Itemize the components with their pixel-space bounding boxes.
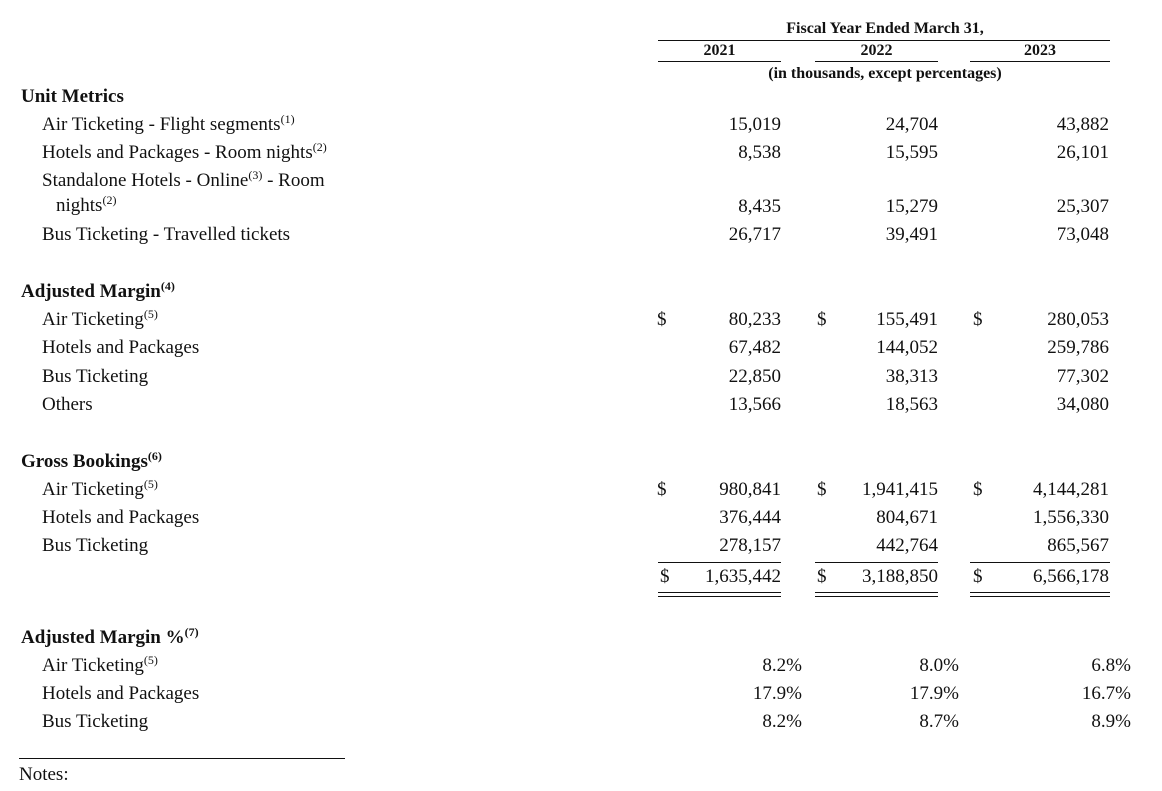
year-2023: 2023 [1024,42,1056,59]
year-2022: 2022 [860,42,893,59]
row-label: Bus Ticketing [42,711,149,732]
value: 34,080 [1056,394,1109,415]
row-label: Hotels and Packages [42,507,200,528]
pct-value: 6.8% [1091,655,1131,676]
total-value: 3,188,850 [862,566,938,587]
value: 22,850 [728,366,781,387]
value: 865,567 [1047,535,1109,556]
total-value: 6,566,178 [1033,566,1109,587]
row-label: Air Ticketing$^{(5)}$ [42,653,158,676]
total-double-rule-2021 [658,592,781,597]
value: 43,882 [1056,114,1109,135]
row-label: Hotels and Packages [42,337,200,358]
value: 26,717 [728,224,781,245]
value: 73,048 [1056,224,1109,245]
value: 26,101 [1056,142,1109,163]
total-value: 1,635,442 [705,566,781,587]
currency-sign: $ [817,566,827,587]
value: 4,144,281 [1033,479,1109,500]
value: 24,704 [885,114,938,135]
value: 13,566 [728,394,781,415]
row-label: Air Ticketing - Flight segments$^{(1)}$ [42,112,295,135]
year-rule-2022 [815,61,938,62]
total-double-rule-2023 [970,592,1110,597]
value: 67,482 [728,337,781,358]
pct-value: 8.0% [919,655,959,676]
pct-value: 8.7% [919,711,959,732]
row-label: Bus Ticketing - Travelled tickets [42,224,291,245]
value: 8,435 [738,196,781,217]
header-rule [658,40,1110,41]
value: 144,052 [876,337,938,358]
currency-sign: $ [973,479,983,500]
currency-sign: $ [973,309,983,330]
value: 8,538 [738,142,781,163]
total-double-rule-2022 [815,592,938,597]
row-label: Air Ticketing$^{(5)}$ [42,307,158,330]
row-label: Hotels and Packages - Room nights$^{(2)}$ [42,140,327,163]
fiscal-year-header: Fiscal Year Ended March 31, [786,20,984,37]
value: 15,019 [728,114,781,135]
pct-value: 16.7% [1081,683,1131,704]
row-label: Others [42,394,93,415]
row-label: Bus Ticketing [42,366,149,387]
value: 25,307 [1056,196,1109,217]
subtotal-rule-2021 [658,562,781,563]
value: 18,563 [885,394,938,415]
unit-metrics-title: Unit Metrics [21,86,124,107]
currency-sign: $ [660,566,670,587]
value: 15,279 [885,196,938,217]
value: 77,302 [1056,366,1109,387]
value: 376,444 [719,507,781,528]
row-label-cont: nights$^{(2)}$ [56,193,117,216]
notes-divider [19,758,345,759]
row-label: Air Ticketing$^{(5)}$ [42,477,158,500]
value: 804,671 [876,507,938,528]
value: 38,313 [885,366,938,387]
value: 39,491 [885,224,938,245]
currency-sign: $ [817,309,827,330]
value: 1,941,415 [862,479,938,500]
value: 280,053 [1047,309,1109,330]
pct-value: 8.2% [762,711,802,732]
currency-sign: $ [817,479,827,500]
currency-sign: $ [973,566,983,587]
units-subtitle: (in thousands, except percentages) [768,65,1002,82]
adjusted-margin-title: Adjusted Margin$^{(4)}$ [21,279,175,302]
subtotal-rule-2022 [815,562,938,563]
row-label: Standalone Hotels - Online$^{(3)}$ - Room [42,168,325,191]
value: 278,157 [719,535,781,556]
value: 1,556,330 [1033,507,1109,528]
currency-sign: $ [657,309,667,330]
row-label: Bus Ticketing [42,535,149,556]
value: 980,841 [719,479,781,500]
pct-value: 17.9% [752,683,802,704]
year-2021: 2021 [703,42,736,59]
pct-value: 17.9% [909,683,959,704]
currency-sign: $ [657,479,667,500]
value: 442,764 [876,535,938,556]
pct-value: 8.2% [762,655,802,676]
value: 155,491 [876,309,938,330]
notes-label: Notes: [19,764,69,785]
value: 80,233 [728,309,781,330]
adjusted-margin-pct-title: Adjusted Margin %$^{(7)}$ [21,625,199,648]
row-label: Hotels and Packages [42,683,200,704]
value: 259,786 [1047,337,1109,358]
year-rule-2023 [970,61,1110,62]
value: 15,595 [885,142,938,163]
subtotal-rule-2023 [970,562,1110,563]
gross-bookings-title: Gross Bookings$^{(6)}$ [21,449,162,472]
pct-value: 8.9% [1091,711,1131,732]
year-rule-2021 [658,61,781,62]
